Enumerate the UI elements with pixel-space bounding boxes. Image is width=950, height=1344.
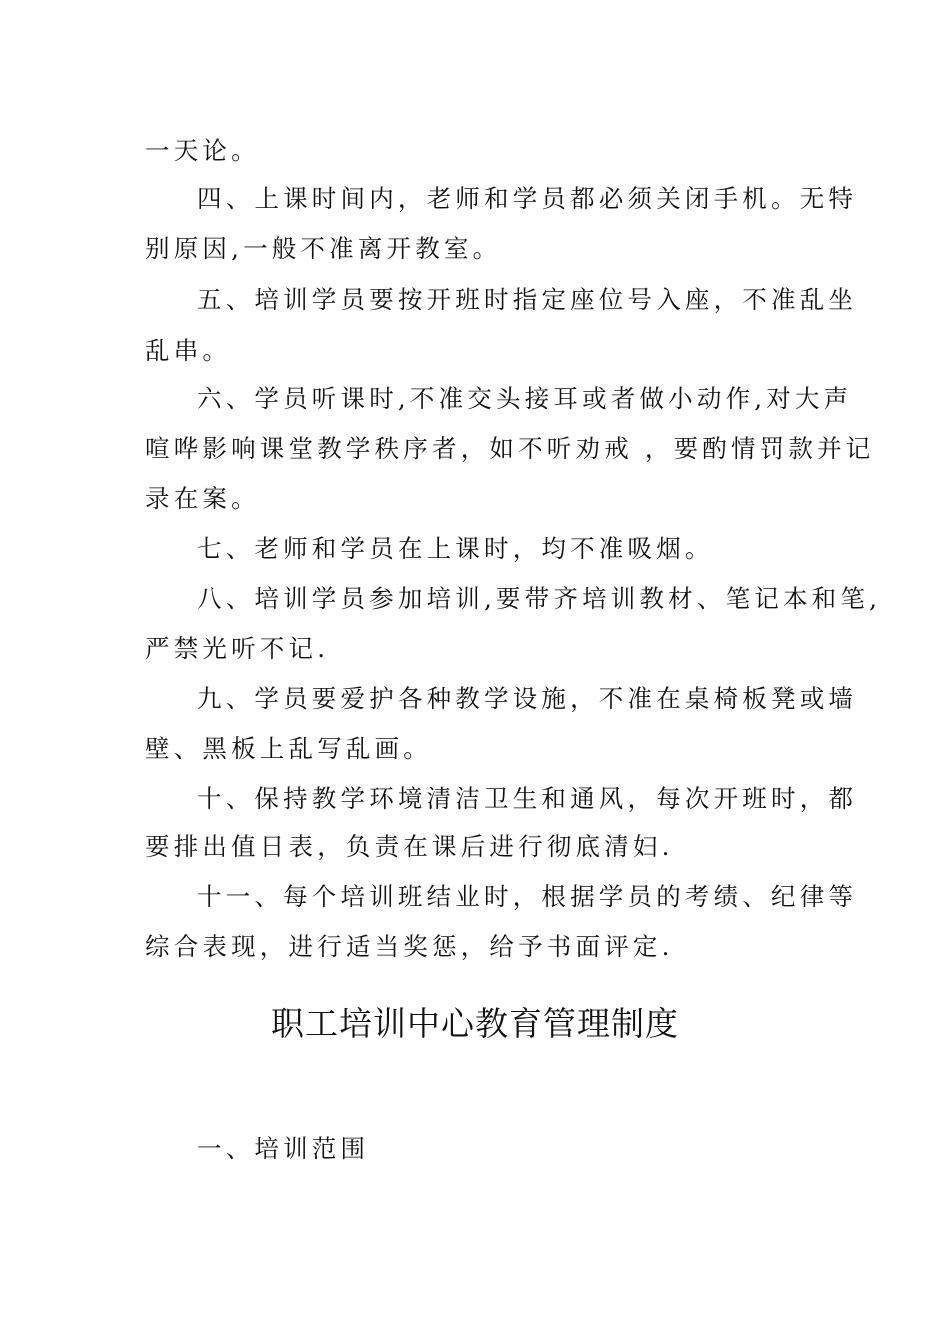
paragraph-line: 要排出值日表，负责在课后进行彻底清妇. [145, 832, 674, 861]
paragraph-line: 一天论。 [145, 136, 260, 165]
paragraph-line: 十一、每个培训班结业时，根据学员的考绩、纪律等 [197, 882, 858, 911]
paragraph-line: 十、保持教学环境清洁卫生和通风，每次开班时，都 [197, 784, 858, 813]
paragraph-line: 壁、黑板上乱写乱画。 [145, 734, 432, 763]
paragraph-line: 四、上课时间内，老师和学员都必须关闭手机。无特 [197, 184, 858, 213]
paragraph-line: 七、老师和学员在上课时，均不准吸烟。 [197, 534, 714, 563]
paragraph-line: 综合表现，进行适当奖惩，给予书面评定. [145, 932, 674, 961]
document-title: 职工培训中心教育管理制度 [271, 1004, 679, 1043]
paragraph-line: 六、学员听课时,不准交头接耳或者做小动作,对大声 [197, 384, 853, 413]
paragraph-line: 别原因,一般不准离开教室。 [145, 234, 502, 263]
section-heading: 一、培训范围 [197, 1134, 370, 1163]
paragraph-line: 录在案。 [145, 484, 260, 513]
paragraph-line: 八、培训学员参加培训,要带齐培训教材、笔记本和笔, [197, 584, 882, 613]
paragraph-line: 乱串。 [145, 336, 232, 365]
paragraph-line: 严禁光听不记. [145, 634, 330, 663]
paragraph-line: 五、培训学员要按开班时指定座位号入座，不准乱坐 [197, 285, 858, 314]
paragraph-line: 喧哗影响课堂教学秩序者，如不听劝戒 ，要酌情罚款并记 [145, 434, 875, 463]
paragraph-line: 九、学员要爱护各种教学设施，不准在桌椅板凳或墙 [197, 684, 858, 713]
